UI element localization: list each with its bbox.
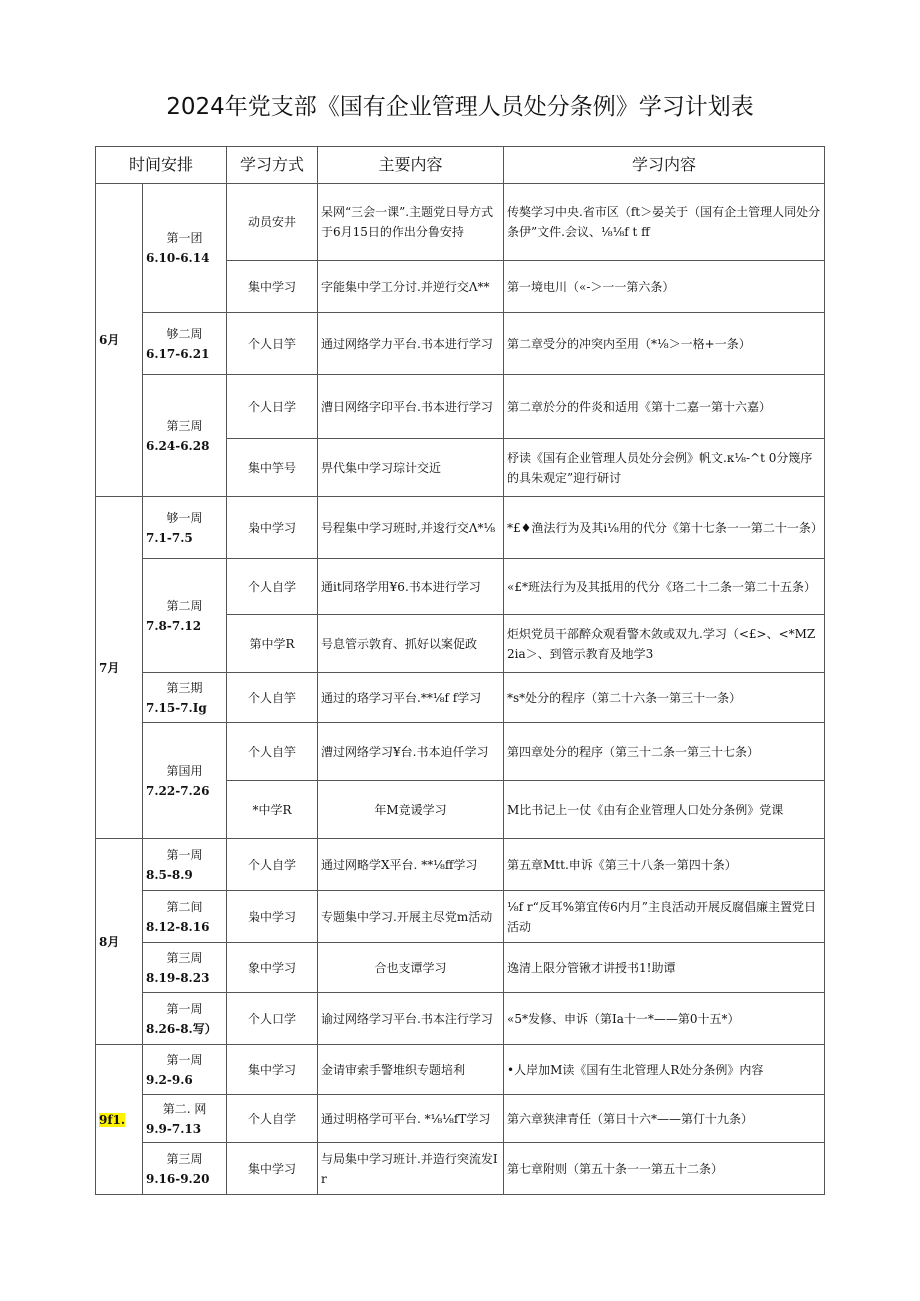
main-content: 与局集中学习班计.并造行突流发Ir	[318, 1143, 504, 1195]
week-dates: 7.15-7.Ig	[146, 700, 207, 715]
study-method: 集中竽号	[227, 439, 318, 497]
week-dates: 9.9-7.13	[146, 1121, 202, 1136]
study-method: 个人自学	[227, 839, 318, 891]
week-dates: 7.22-7.26	[146, 783, 210, 798]
study-content: 逸清上限分管锹才讲授书1!助谭	[504, 943, 825, 993]
week-name: 第三周	[166, 950, 203, 965]
main-content: 通过网络学力平台.书本进行学习	[318, 313, 504, 375]
week-dates: 8.19-8.23	[146, 970, 210, 985]
week-cell	[143, 375, 227, 497]
week-dates: 6.24-6.28	[146, 438, 210, 453]
study-method: 个人自竽	[227, 723, 318, 781]
table-row	[96, 1143, 825, 1195]
month-label: 8月	[99, 934, 120, 949]
page-title: 2024年党支部《国有企业管理人员处分条例》学习计划表	[166, 94, 754, 120]
table-row	[96, 943, 825, 993]
week-name: 第二间	[166, 899, 203, 914]
week-cell	[143, 313, 227, 375]
week-cell	[143, 993, 227, 1045]
study-content: 第二章於分的件炎和适用《第十二嘉一第十六嘉）	[504, 375, 825, 439]
week-dates: 6.10-6.14	[146, 251, 210, 265]
study-method: 个人自学	[227, 1095, 318, 1143]
week-name: 第三周	[166, 418, 203, 433]
table-row	[96, 1095, 825, 1143]
table-header-row	[96, 147, 825, 184]
week-cell	[143, 1143, 227, 1195]
study-content: 第六章狭津青任（第日十六*——第仃十九条）	[504, 1095, 825, 1143]
month-label: 9f1.	[99, 1112, 126, 1127]
study-content: 第七章附则（第五十条一一第五十二条）	[504, 1143, 825, 1195]
study-method: 枭中学习	[227, 891, 318, 943]
week-cell	[143, 559, 227, 673]
table-row	[96, 313, 825, 375]
table-row	[96, 497, 825, 559]
study-method: 集中学习	[227, 1045, 318, 1095]
week-cell	[143, 673, 227, 723]
study-content: 第一境电川（«-＞一一第六条）	[504, 261, 825, 313]
study-method: *中学R	[227, 781, 318, 839]
main-content: 专题集中学习.开展主尽党m活动	[318, 891, 504, 943]
month-cell	[96, 839, 143, 1045]
main-content: 合也支谭学习	[318, 943, 504, 993]
study-method: 象中学习	[227, 943, 318, 993]
main-content: 呆网“三会一课”.主题党日导方式于6月15日的作出分鲁安持	[318, 184, 504, 261]
month-label: 6月	[99, 333, 120, 347]
study-content: M比书记上一仗《由有企业管理人口处分条例》党课	[504, 781, 825, 839]
table-row	[96, 839, 825, 891]
week-cell	[143, 497, 227, 559]
week-name: 第二周	[166, 598, 203, 613]
study-content: «£*班法行为及其抵用的代分《珞二十二条一第二十五条）	[504, 559, 825, 615]
study-content: «5*发修、申诉（第Ia十一*——第0十五*）	[504, 993, 825, 1045]
main-content: 通过的珞学习平台.**⅛f f学习	[318, 673, 504, 723]
table-row	[96, 559, 825, 615]
week-name: 第一团	[166, 231, 203, 245]
study-content: *s*处分的程序（第二十六条一第三十一条）	[504, 673, 825, 723]
week-cell	[143, 723, 227, 839]
study-plan-table	[95, 146, 825, 1195]
week-dates: 7.1-7.5	[146, 530, 193, 545]
main-content: 年M竞谖学习	[318, 781, 504, 839]
study-content: 炬炽党员干部醉众观看警木敛或双九.学习（<£>、<*MZ2ia＞、到管示教育及地学3	[504, 615, 825, 673]
main-content: 号息管示敦育、抓好以案促政	[318, 615, 504, 673]
week-dates: 7.8-7.12	[146, 618, 202, 633]
study-method: 个人日竽	[227, 313, 318, 375]
week-dates: 9.16-9.20	[146, 1171, 210, 1186]
week-cell	[143, 839, 227, 891]
study-content: 第二章受分的冲突内至用（*⅛＞一格+一条）	[504, 313, 825, 375]
header-content: 学习内容	[504, 147, 825, 184]
week-cell	[143, 891, 227, 943]
study-content: 第五章Mtt.申诉《第三十八条一第四十条）	[504, 839, 825, 891]
study-content: •人岸加M读《国有生北管理人R处分条例》内容	[504, 1045, 825, 1095]
week-name: 够一周	[166, 510, 203, 525]
study-method: 集中学习	[227, 261, 318, 313]
month-label: 7月	[99, 660, 120, 675]
main-content: 通过网略学X平台. **⅛ff学习	[318, 839, 504, 891]
main-content: 字能集中学工分讨.并逆行交Λ**	[318, 261, 504, 313]
week-dates: 9.2-9.6	[146, 1072, 193, 1087]
month-cell	[96, 184, 143, 497]
week-dates: 6.17-6.21	[146, 346, 210, 361]
week-cell	[143, 184, 227, 313]
table-row	[96, 891, 825, 943]
header-method: 学习方式	[227, 147, 318, 184]
week-name: 第三期	[166, 680, 203, 695]
study-method: 个人自竽	[227, 673, 318, 723]
table-row	[96, 1045, 825, 1095]
study-method: 个人口学	[227, 993, 318, 1045]
week-dates: 8.12-8.16	[146, 919, 210, 934]
main-content: 谕过网络学习平台.书本注行学习	[318, 993, 504, 1045]
study-content: 杼读《国有企业管理人员处分会例》帆文.κ⅛-^t 0分篾序的具朱观定”迎行研讨	[504, 439, 825, 497]
study-method: 集中学习	[227, 1143, 318, 1195]
study-content: ⅛f r“反耳%第宜传6内月”主良活动开展反腐倡廉主置党日活动	[504, 891, 825, 943]
week-cell	[143, 1095, 227, 1143]
week-dates: 8.26-8.写）	[146, 1021, 217, 1036]
main-content: 号程集中学习班时,并逡行交Λ*⅛	[318, 497, 504, 559]
week-cell	[143, 943, 227, 993]
study-method: 动员安井	[227, 184, 318, 261]
study-method: 第中学R	[227, 615, 318, 673]
week-cell	[143, 1045, 227, 1095]
week-name: 第一周	[166, 1052, 203, 1067]
main-content: 漕日网络字印平台.书本进行学习	[318, 375, 504, 439]
table-row	[96, 723, 825, 781]
week-name: 第三周	[166, 1151, 203, 1166]
study-method: 个人自学	[227, 559, 318, 615]
month-cell	[96, 497, 143, 839]
main-content: 畀代集中学习琮计交近	[318, 439, 504, 497]
week-name: 第一周	[166, 1001, 203, 1016]
table-body	[96, 184, 825, 1195]
study-content: 第四章处分的程序（第三十二条一第三十七条）	[504, 723, 825, 781]
study-content: 传獒学习中央.省市区（ft＞晏关于（国有企土管理人同处分条伊”文件.会议、⅛⅛f t ff	[504, 184, 825, 261]
header-time: 时间安排	[96, 147, 227, 184]
table-row	[96, 375, 825, 439]
study-content: *£♦渔法行为及其i⅛用的代分《第十七条一一第二十一条）	[504, 497, 825, 559]
main-content: 漕过网络学习¥台.书本迫仟学习	[318, 723, 504, 781]
week-dates: 8.5-8.9	[146, 867, 193, 882]
week-name: 第一周	[166, 847, 203, 862]
header-main: 主要内容	[318, 147, 504, 184]
study-method: 个人日学	[227, 375, 318, 439]
week-name: 第二. 网	[162, 1101, 207, 1116]
main-content: 金请审索手警堆织专题培利	[318, 1045, 504, 1095]
study-method: 枭中学习	[227, 497, 318, 559]
table-row	[96, 673, 825, 723]
week-name: 够二周	[166, 326, 203, 341]
month-cell	[96, 1045, 143, 1195]
main-content: 通it同珞学用¥6.书本进行学习	[318, 559, 504, 615]
table-row	[96, 184, 825, 261]
week-name: 第国用	[166, 763, 203, 778]
main-content: 通过明格学可平台. *⅛⅛fT学习	[318, 1095, 504, 1143]
table-row	[96, 993, 825, 1045]
